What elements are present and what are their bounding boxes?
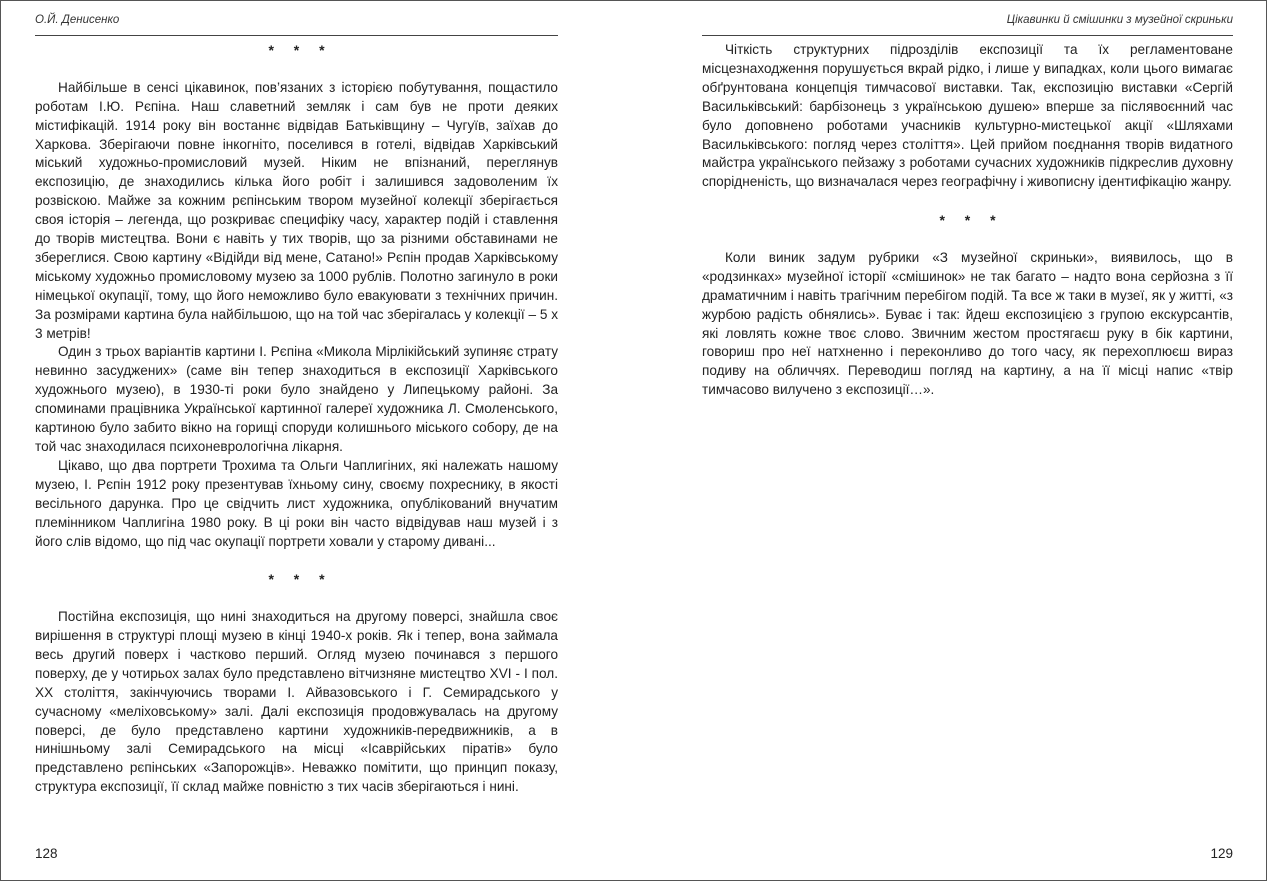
paragraph: Цікаво, що два портрети Трохима та Ольги Чаплигіних, які належать нашому музею, І. Рєпін 1912 року презентував їхньому сину, своєму похреснику, в якості весільного дарунка. Про це свідчить лист художника, опублікований внучатим племінником Чаплигіна 1980 року. В ці роки він часто відвідував наш музей і з його слів відомо, що під час окупації портрети ховали у старому дивані... (35, 457, 558, 549)
paragraph: Коли виник задум рубрики «З музейної скриньки», виявилось, що в «родзинках» музейної історії «смішинок» не так багато – надто вона серйозна з її драматичним і навіть трагічним перебігом подій. Та все ж таки в музеї, як у житті, «з журбою радість обнялись». Буває і так: йдеш експозицією з групою екскурсантів, які ловлять кожне твоє слово. Звичним жестом простягаєш руку в бік картини, говориш про неї натхненно і переконливо до того часу, як перехоплюєш вираз подиву на обличчях. Переводиш погляд на картину, а на її місці напис «твір тимчасово вилучено з експозиції…». (702, 249, 1233, 398)
page-body (702, 41, 1233, 400)
spacer (35, 589, 558, 608)
right-page (634, 1, 1266, 880)
section-divider: * * * (268, 571, 333, 588)
paragraph: Чіткість структурних підрозділів експозиції та їх регламентоване місцезнаходження порушується вкрай рідко, і лише у випадках, коли цього вимагає обґрунтована концепція тимчасової виставки. Так, експозицію виставки «Сергій Васильківський: барбізонець з українською душею» вперше за післявоєнний час було доповнено роботами учасників культурно-мистецької акції «Шляхами Васильківського: погляд через століття». Цей прийом поєднання творів видатного майстра українського пейзажу з роботами сучасних художників підкреслив духовну спорідненість, що визначалася через географічну і живописну ідентифікацію жанру. (702, 42, 1233, 190)
header-rule (35, 35, 558, 36)
running-head-author: О.Й. Денисенко (35, 14, 120, 26)
running-head-title: Цікавинки й смішинки з музейної скриньки (1006, 14, 1233, 26)
left-page (1, 1, 634, 880)
paragraph: Найбільше в сенсі цікавинок, пов’язаних з історією побутування, пощастило роботам І.Ю. Рєпіна. Наш славетний земляк і сам був не проти деяких містифікацій. 1914 року він востаннє відвідав Батьківщину – Чугуїв, заїхав до Харкова. Зберігаючи повне інкогніто, поселився в готелі, відвідав Харківський міський художньо-промисловий музей. Ніким не впізнаний, переглянув експозицію, де знаходились кілька його робіт і залишився задоволеним їх розвіскою. Майже за кожним рєпінським твором музейної колекції зберігається своя історія – легенда, що розкриває специфіку часу, характер подій і ставлення до творів мистецтва. Вони є навіть у тих творів, що за різними обставинами не збереглися. Свою картину «Відійди від мене, Сатано!» Рєпін продав Харківському міському художньо промисловому музею за 1000 рублів. Полотно загинуло в роки німецької окупації, тому, що його неможливо було евакуювати з технічних причин. За розмірами картина була найбільшою, що на той час зберігалась у колекції – 5 х 3 метрів! (35, 79, 558, 341)
page-number: 128 (35, 846, 58, 861)
section-divider: * * * (939, 212, 1004, 229)
spacer (35, 60, 558, 79)
header-rule (702, 35, 1233, 36)
spacer (702, 230, 1233, 249)
paragraph: Постійна експозиція, що нині знаходиться на другому поверсі, знайшла своє вирішення в структурі площі музею в кінці 1940-х років. Як і тепер, вона займала весь другий поверх і частково перший. Огляд музею починався з першого поверху, де у чотирьох залах було представлено вітчизняне мистецтво XVI - I пол. XX століття, закінчуючись творами І. Айвазовського і Г. Семирадського у сучасному «меліховському» залі. Далі експозиція продовжувалась на другому поверсі, де було представлено картини художників-передвижників, а в нинішньому залі Семирадського на місці «Ісаврійських піратів» було представлено рєпінських «Запорожців». Неважко помітити, що принцип показу, структура експозиції, її склад майже повністю з тих часів зберігаються і нині. (35, 609, 558, 795)
spacer (35, 551, 558, 570)
spacer (702, 192, 1233, 211)
section-divider: * * * (268, 42, 333, 58)
page-body (35, 41, 558, 797)
page-number: 129 (1210, 846, 1233, 861)
paragraph: Один з трьох варіантів картини І. Рєпіна «Микола Мірлікійський зупиняє страту невинно засуджених» (саме він тепер знаходиться в експозиції Харківського художнього музею), в 1930-ті роки було знайдено у Липецькому районі. За споминами працівника Української картинної галереї художника Л. Смоленського, картиною було забито вікно на горищі споруди колишнього міського собору, де на той час знаходилася психоневрологічна лікарня. (35, 344, 558, 454)
